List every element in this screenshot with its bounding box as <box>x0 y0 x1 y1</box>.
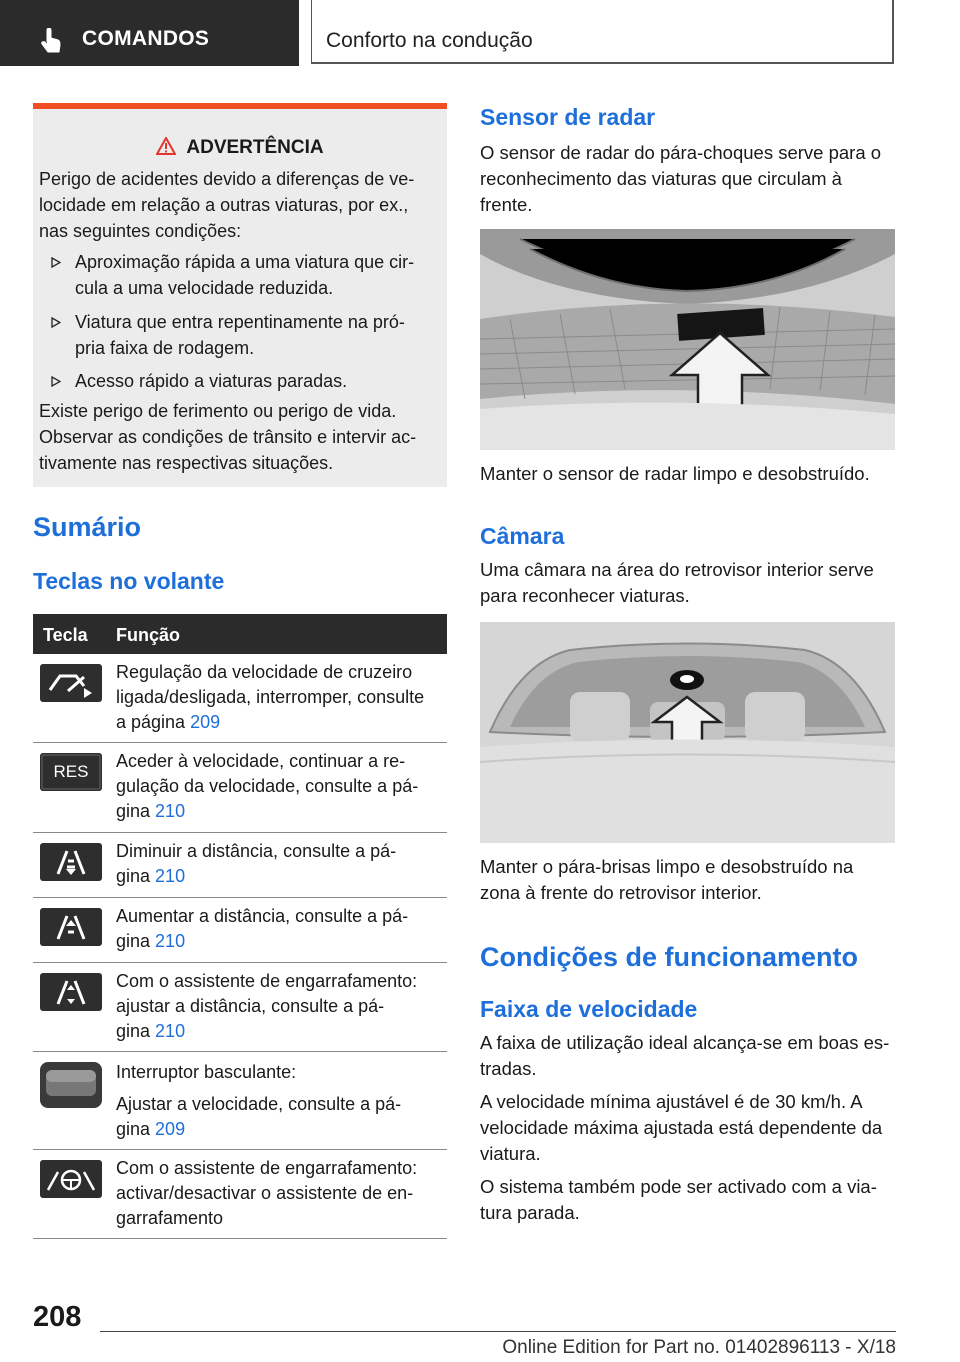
res-button-icon: RES <box>40 753 102 791</box>
table-row: Com o assistente de engarrafamento: ajustar a distância, consulte a pá- gina 210 <box>33 963 447 1052</box>
chapter-label: Conforto na condução <box>326 29 533 52</box>
table-row: Regulação da velocidade de cruzeiro ligada/desligada, interromper, consulte a página 209 <box>33 654 447 743</box>
speed-range-title: Faixa de velocidade <box>480 996 698 1022</box>
camera-text: Uma câmara na área do retrovisor interior serve para reconhecer viaturas. <box>480 559 874 606</box>
camera-caption: Manter o pára-brisas limpo e desobstruído na zona à frente do retrovisor interior. <box>480 856 854 903</box>
radar-caption: Manter o sensor de radar limpo e desobstruído. <box>480 463 870 484</box>
warning-outro-3: tivamente nas respectivas situações. <box>39 453 334 473</box>
radar-title: Sensor de radar <box>480 104 656 130</box>
page-reference-link[interactable]: 209 <box>190 712 221 732</box>
table-row: Diminuir a distância, consulte a pá- gina 210 <box>33 833 447 898</box>
page-reference-link[interactable]: 210 <box>155 801 186 821</box>
page-reference-link[interactable]: 210 <box>155 931 186 951</box>
warning-box <box>33 103 447 487</box>
section-title: Sumário <box>33 512 142 542</box>
radar-text: O sensor de radar do pára-choques serve para o reconhecimento das viaturas que circulam à frente. <box>480 142 882 215</box>
radar-sensor-image <box>480 229 895 450</box>
section-label: COMANDOS <box>82 27 210 50</box>
hand-pointer-icon <box>38 28 62 54</box>
conditions-text: A faixa de utilização ideal alcança-se em boas es- tradas. A velocidade mínima ajustável é de 30 km/h. A velocidade máxima ajustada está dependente da viatura. O sistema também pode ser activado com a via- tura parada. <box>480 1032 890 1223</box>
camera-title: Câmara <box>480 523 565 549</box>
warning-title: ADVERTÊNCIA <box>33 137 447 159</box>
camera-image <box>480 622 895 843</box>
warning-bullet: Acesso rápido a viaturas paradas. <box>51 368 435 394</box>
distance-increase-icon <box>40 908 102 946</box>
conditions-title: Condições de funcionamento <box>480 942 859 972</box>
page-number: 208 <box>33 1301 82 1333</box>
section-tab <box>0 0 299 66</box>
column-header-function: Função <box>116 625 181 645</box>
edition-note: Online Edition for Part no. 01402896113 - X/18 <box>502 1337 896 1358</box>
distance-decrease-icon <box>40 843 102 881</box>
warning-bullet: Aproximação rápida a uma viatura que cir- cula a uma velocidade reduzida. <box>51 249 435 301</box>
table-row: Interruptor basculante: Ajustar a velocidade, consulte a pá- gina 209 <box>33 1052 447 1150</box>
rocker-switch-icon <box>40 1062 102 1108</box>
page-reference-link[interactable]: 210 <box>155 1021 186 1041</box>
table-row: Aumentar a distância, consulte a pá- gina 210 <box>33 898 447 963</box>
page-reference-link[interactable]: 210 <box>155 866 186 886</box>
warning-intro-2: locidade em relação a outras viaturas, por ex., <box>39 195 409 215</box>
warning-intro-1: Perigo de acidentes devido a diferenças de ve- <box>39 169 415 189</box>
warning-triangle-icon <box>156 137 176 155</box>
warning-outro-1: Existe perigo de ferimento ou perigo de vida. <box>39 401 397 421</box>
subsection-title: Teclas no volante <box>33 568 225 594</box>
chapter-header <box>311 0 894 64</box>
table-row: RES Aceder à velocidade, continuar a re- gulação da velocidade, consulte a pá- gina 210 <box>33 743 447 833</box>
footer-line <box>100 1331 896 1358</box>
warning-bullet: Viatura que entra repentinamente na pró- pria faixa de rodagem. <box>51 309 435 361</box>
bullet-triangle-icon <box>51 257 61 268</box>
bullet-triangle-icon <box>51 376 61 387</box>
table-header <box>33 614 447 654</box>
traffic-jam-assistant-icon <box>40 1160 102 1198</box>
cruise-control-icon <box>40 664 102 702</box>
warning-outro-2: Observar as condições de trânsito e intervir ac- <box>39 427 417 447</box>
table-row: Com o assistente de engarrafamento: activar/desactivar o assistente de en- garrafamento <box>33 1150 447 1239</box>
page-reference-link[interactable]: 209 <box>155 1119 186 1139</box>
column-header-key: Tecla <box>43 625 88 645</box>
bullet-triangle-icon <box>51 317 61 328</box>
traffic-jam-distance-icon <box>40 973 102 1011</box>
warning-intro-3: nas seguintes condições: <box>39 221 242 241</box>
